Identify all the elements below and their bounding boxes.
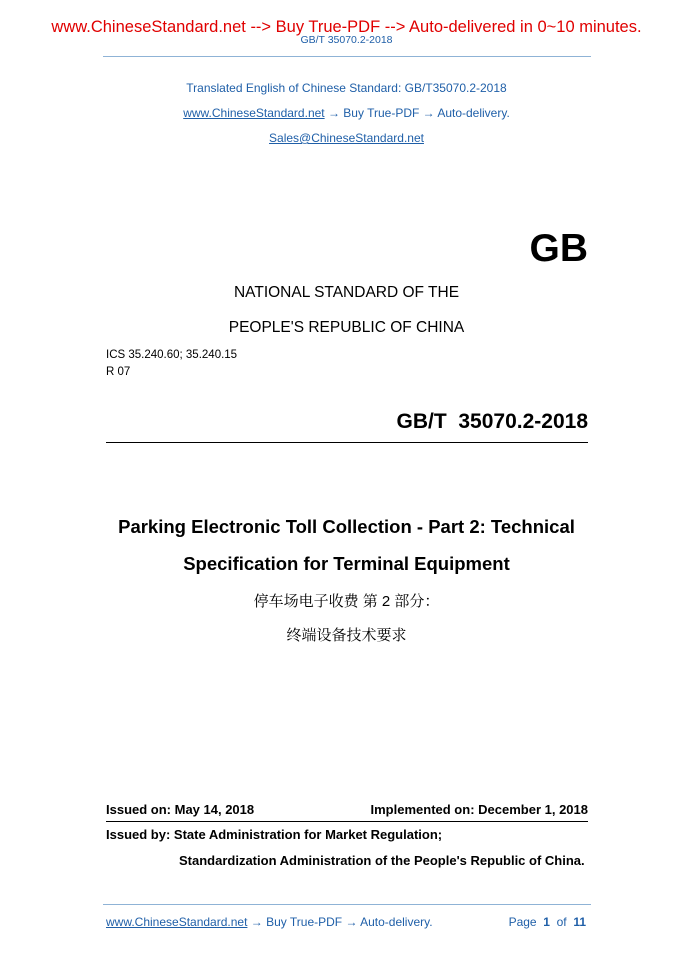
national-standard-line2: PEOPLE'S REPUBLIC OF CHINA	[228, 319, 465, 336]
of-label: of	[556, 915, 567, 929]
classification-code: R 07	[106, 366, 131, 378]
gb-mark: GB	[529, 227, 588, 270]
purchase-text: → Buy True-PDF → Auto-delivery.	[324, 106, 510, 120]
footer-divider	[103, 904, 591, 905]
dates-divider	[106, 821, 588, 822]
sales-email-link[interactable]: Sales@ChineseStandard.net	[269, 131, 424, 145]
issued-on-date: Issued on: May 14, 2018	[106, 802, 255, 817]
site-link[interactable]: www.ChineseStandard.net	[183, 106, 325, 120]
page-number: 1	[543, 915, 550, 929]
title-english-line2: Specification for Terminal Equipment	[183, 553, 510, 574]
title-chinese-line2: 终端设备技术要求	[286, 627, 407, 644]
page-label: Page	[508, 915, 537, 929]
dates-row	[106, 801, 588, 818]
title-chinese-line1: 停车场电子收费 第 2 部分：	[253, 593, 440, 610]
header-divider	[103, 56, 591, 57]
footer-purchase-line	[106, 915, 433, 930]
email-line	[0, 131, 693, 146]
issued-by-line2: Standardization Administration of the People's Republic of China.	[179, 853, 585, 868]
purchase-line	[0, 106, 693, 121]
ics-code: ICS 35.240.60; 35.240.15	[106, 349, 238, 361]
footer-site-link[interactable]: www.ChineseStandard.net	[106, 915, 248, 929]
implemented-on-date: Implemented on: December 1, 2018	[370, 802, 588, 817]
translation-notice: Translated English of Chinese Standard: GB/T35070.2-2018	[186, 81, 507, 95]
footer-purchase-text: → Buy True-PDF → Auto-delivery.	[247, 915, 433, 929]
page-indicator	[509, 915, 586, 930]
total-pages: 11	[573, 915, 586, 929]
title-english-line1: Parking Electronic Toll Collection - Part 2: Technical	[118, 516, 575, 537]
issued-by-line1: Issued by: State Administration for Market Regulation;	[106, 827, 443, 842]
top-promo-banner[interactable]: www.ChineseStandard.net --> Buy True-PDF --> Auto-delivered in 0~10 minutes.	[51, 18, 642, 36]
standard-number: GB/T 35070.2-2018	[396, 410, 588, 433]
running-header: GB/T 35070.2-2018	[300, 34, 393, 46]
national-standard-line1: NATIONAL STANDARD OF THE	[233, 284, 460, 301]
standard-number-divider	[106, 442, 588, 443]
